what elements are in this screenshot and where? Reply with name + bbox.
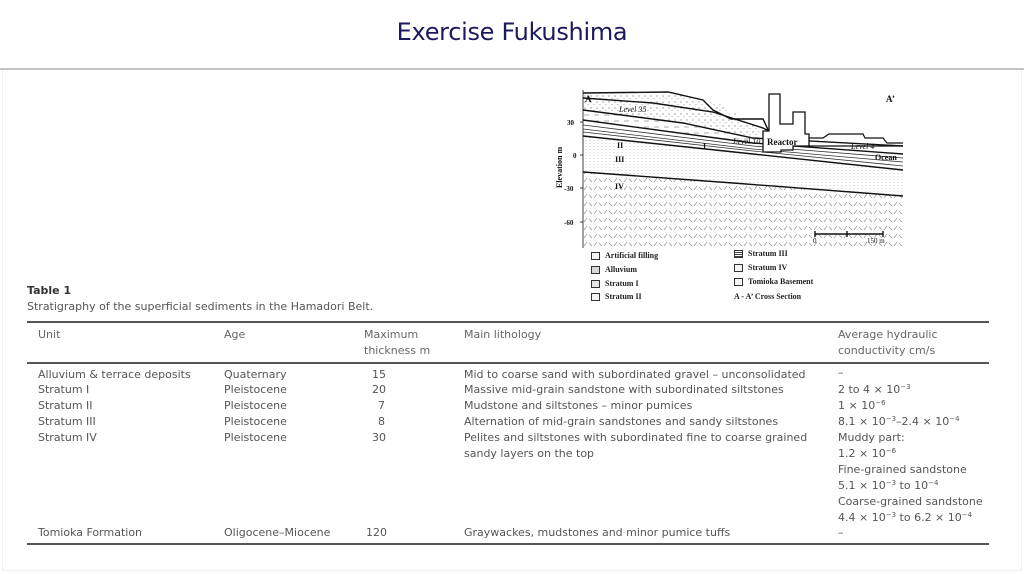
y-tick-0: 0 [573,152,577,160]
tomioka-basement-swatch-icon [734,278,743,286]
stratum-i-swatch-icon [591,280,600,288]
scale-end-label: 150 m [867,237,885,245]
section-label-a-prime: A’ [886,94,895,104]
header-lithology: Main lithology [464,328,542,341]
artificial-filling-swatch-icon [591,252,600,260]
legend-item-stratum-iii: Stratum III [734,249,788,258]
y-axis-label: Elevation m [555,146,564,188]
stratum-iv-swatch-icon [734,264,743,272]
level-35-label: Level 35 [619,105,647,114]
header-thickness: Maximum thickness m [364,328,431,357]
header-conductivity: Average hydraulic conductivity cm/s [838,328,938,357]
stratum-iii-swatch-icon [734,250,743,258]
stratum-iii-label: III [615,155,625,164]
legend-item-stratum-i: Stratum I [591,279,639,288]
alluvium-swatch-icon [591,266,600,274]
legend-item-cross-section: A - A’ Cross Section [734,292,802,301]
ocean-label: Ocean [875,153,897,162]
legend-item-tomioka-basement: Tomioka Basement [734,277,813,286]
table-caption: Stratigraphy of the superficial sediments in the Hamadori Belt. [27,300,374,313]
stratum-iv-label: IV [615,182,624,191]
table-header-rule [27,362,989,364]
stratum-i-label: I [703,142,707,151]
slide-title: Exercise Fukushima [396,18,628,46]
legend-item-alluvium: Alluvium [591,265,637,274]
cross-section-diagram [553,88,913,248]
level-10-label: Level 10 [733,137,761,146]
stratum-ii-label: II [617,141,624,150]
reactor-label: Reactor [767,137,798,147]
table-bottom-rule [27,543,989,545]
header-age: Age [224,328,246,341]
y-tick-minus-60: -60 [564,219,574,227]
legend-item-artificial-filling: Artificial filling [591,251,658,260]
y-tick-30: 30 [567,119,574,127]
section-label-a: A [585,94,592,104]
header-unit: Unit [38,328,61,341]
level-4-label: Level 4 [851,142,875,151]
table-label: Table 1 [27,284,72,297]
table-top-rule [27,321,989,323]
legend-item-stratum-ii: Stratum II [591,292,642,301]
legend-item-stratum-iv: Stratum IV [734,263,787,272]
scale-start-label: 0 [813,237,817,245]
cross-section-figure [553,88,913,306]
y-tick-minus-30: -30 [564,185,574,193]
stratum-ii-swatch-icon [591,293,600,301]
